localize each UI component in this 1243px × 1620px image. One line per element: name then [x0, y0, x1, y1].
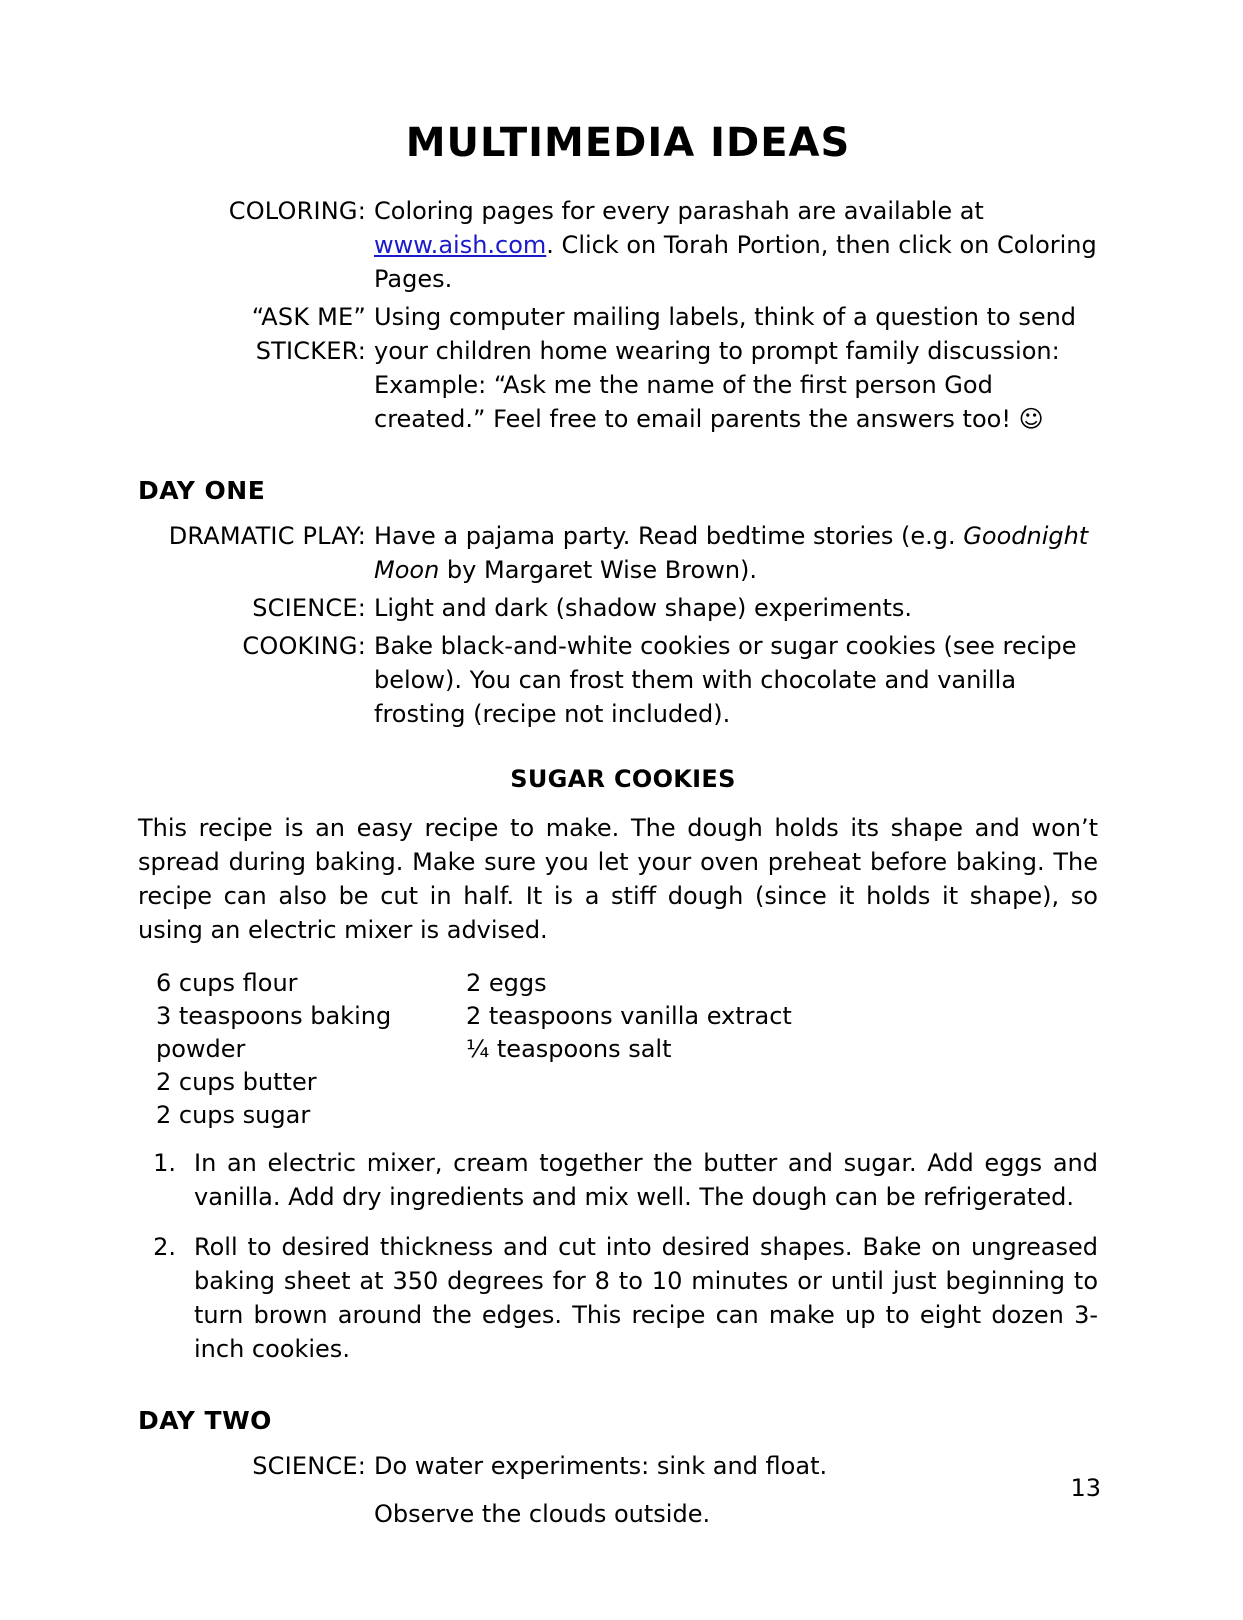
- step-text: Roll to desired thickness and cut into desired shapes. Bake on ungreased baking sheet at 350 degrees for 8 to 10 minutes or until just beginning to turn brown around the edges. This recipe can make up to eight dozen 3-inch cookies.: [194, 1233, 1098, 1363]
- recipe-title: SUGAR COOKIES: [510, 765, 736, 793]
- definition-row-science-day-one: [138, 591, 1098, 625]
- coloring-text-after: . Click on Torah Portion, then click on Coloring Pages.: [374, 231, 1097, 293]
- step-number: 2.: [153, 1233, 176, 1261]
- definition-row-science-day-two: [138, 1449, 1098, 1483]
- recipe-step: [138, 1230, 1098, 1366]
- definition-label: SCIENCE:: [252, 594, 366, 622]
- definition-text: Observe the clouds outside.: [374, 1500, 711, 1528]
- page-content: [138, 120, 1098, 1535]
- definition-text: Light and dark (shadow shape) experiments.: [374, 594, 912, 622]
- dramatic-play-text-after: by Margaret Wise Brown).: [439, 556, 758, 584]
- definition-label: COOKING:: [242, 632, 366, 660]
- step-number: 1.: [153, 1149, 176, 1177]
- page-number: 13: [1070, 1474, 1101, 1502]
- definition-row-cooking: [138, 629, 1098, 731]
- section-heading-day-one: DAY ONE: [138, 476, 266, 505]
- definition-text: Using computer mailing labels, think of a question to send your children home wearing to prompt family discussion: Example: “Ask me the name of the first person God created.” Feel free to email parents the answers too! ☺: [374, 303, 1077, 433]
- coloring-text-before: Coloring pages for every parashah are available at: [374, 197, 984, 225]
- definition-row-observe-clouds: [138, 1497, 1098, 1531]
- ingredient-item: 2 cups sugar: [156, 1101, 311, 1129]
- definition-row-coloring: [138, 194, 1098, 296]
- ingredient-column-right: [466, 967, 792, 1132]
- definition-label: SCIENCE:: [252, 1452, 366, 1480]
- aish-link[interactable]: www.aish.com: [374, 231, 547, 259]
- ingredient-item: 3 teaspoons baking powder: [156, 1002, 392, 1063]
- ingredient-item: ¼ teaspoons salt: [466, 1035, 672, 1063]
- definition-text: [374, 194, 1098, 296]
- row-spacer: [138, 1487, 1098, 1497]
- definition-label: DRAMATIC PLAY:: [168, 522, 366, 550]
- step-text: In an electric mixer, cream together the butter and sugar. Add eggs and vanilla. Add dry ingredients and mix well. The dough can be refrigerated.: [194, 1149, 1098, 1211]
- definition-text: Bake black-and-white cookies or sugar cookies (see recipe below). You can frost them with chocolate and vanilla frosting (recipe not included).: [374, 632, 1077, 728]
- definition-row-dramatic-play: [138, 519, 1098, 587]
- definition-label: COLORING:: [228, 197, 366, 225]
- recipe-steps: [138, 1146, 1098, 1366]
- ingredient-item: 2 cups butter: [156, 1068, 317, 1096]
- section-heading-day-two: DAY TWO: [138, 1406, 272, 1435]
- dramatic-play-text-before: Have a pajama party. Read bedtime stories (e.g.: [374, 522, 964, 550]
- definition-label: “ASK ME” STICKER:: [251, 303, 366, 365]
- ingredient-item: 6 cups flour: [156, 969, 298, 997]
- definition-text: Do water experiments: sink and float.: [374, 1452, 828, 1480]
- page-title: MULTIMEDIA IDEAS: [405, 120, 851, 166]
- ingredient-column-left: [156, 967, 466, 1132]
- book-title: Goodnight Moon: [374, 522, 1089, 584]
- ingredient-item: 2 eggs: [466, 969, 547, 997]
- definition-row-ask-me-sticker: [138, 300, 1098, 436]
- ingredient-list: [156, 967, 1098, 1132]
- recipe-step: [138, 1146, 1098, 1214]
- ingredient-item: 2 teaspoons vanilla extract: [466, 1002, 792, 1030]
- recipe-intro: This recipe is an easy recipe to make. The dough holds its shape and won’t spread during baking. Make sure you let your oven preheat before baking. The recipe can also be cut in half. It is a stiff dough (since it holds it shape), so using an electric mixer is advised.: [138, 814, 1098, 944]
- definition-text: [374, 519, 1098, 587]
